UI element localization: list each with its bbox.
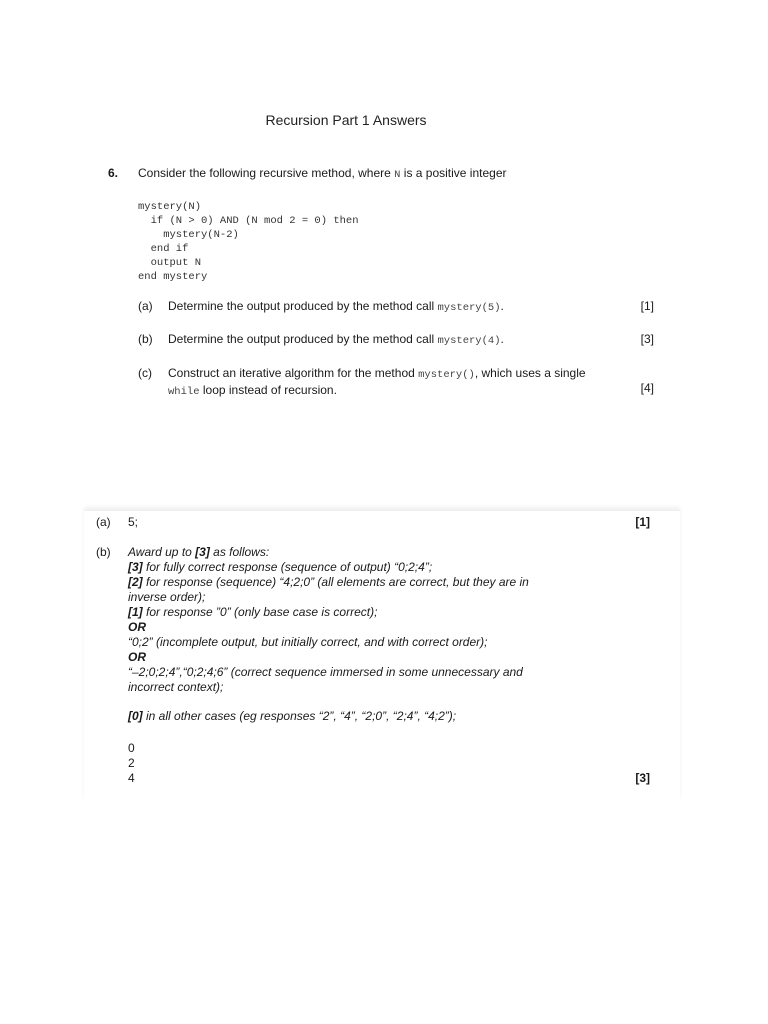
markscheme-panel [84,510,680,801]
text-run: for response ”0” (only base case is correct); [142,605,378,619]
part-letter: (b) [138,332,153,346]
answer-b-letter: (b) [96,545,111,559]
mark-value: [3] [195,545,210,559]
answer-b-line [128,575,608,590]
answer-b-line: inverse order); [128,590,206,604]
text-run: Award up to [128,545,196,559]
part-letter: (c) [138,366,152,380]
sequence-item: 2 [128,756,135,770]
mark-value: [2] [128,575,143,589]
part-text-before: Construct an iterative algorithm for the method [168,366,419,380]
answer-b-line: incorrect context); [128,680,224,694]
part-text [168,299,608,316]
part-text [168,332,608,349]
part-code: mystery() [418,369,475,381]
answer-b-line [128,605,608,620]
answer-b-or [128,620,608,635]
answer-a-text: 5; [128,515,139,529]
question-intro-after: is a positive integer [400,166,507,180]
answer-sequence [128,741,135,786]
or-label: OR [128,650,146,664]
part-text-mid: , which uses a single [474,366,586,380]
answer-a-marks: [1] [635,515,650,529]
sequence-item: 0 [128,741,135,755]
part-marks: [4] [640,381,654,395]
part-marks: [1] [640,299,654,313]
question-intro-var: N [394,169,401,181]
part-marks: [3] [640,332,654,346]
text-run: for fully correct response (sequence of output) “0;2;4”; [142,560,433,574]
mark-value: [0] [128,709,143,723]
answer-b-line [128,560,608,575]
text-run: in all other cases (eg responses “2”, “4”, “2;0”, “2;4”, “4;2”); [142,709,457,723]
question-intro [138,166,507,181]
answer-b-line [128,709,608,724]
answer-a-letter: (a) [96,515,111,529]
part-code: mystery(5) [437,302,501,314]
answer-b-line: “0;2” (incomplete output, but initially correct, and with correct order); [128,635,488,649]
answer-b-body [128,545,608,724]
part-text-before: Determine the output produced by the method call [168,299,438,313]
mark-value: [3] [128,560,143,574]
or-label: OR [128,620,146,634]
text-run: as follows: [209,545,270,559]
part-text-after: . [500,332,504,346]
part-text-after: loop instead of recursion. [199,383,337,397]
pseudocode-block: mystery(N) if (N > 0) AND (N mod 2 = 0) then mystery(N-2) end if output N end mystery [138,201,359,283]
spacer [128,695,608,709]
text-run: for response (sequence) “4;2;0” (all elements are correct, but they are in [142,575,529,589]
part-code: mystery(4) [437,335,501,347]
page-title: Recursion Part 1 Answers [265,112,427,128]
answer-b-or [128,650,608,665]
part-text-after: . [500,299,504,313]
mark-value: [1] [128,605,143,619]
question-number: 6. [108,166,119,180]
part-code-2: while [168,386,200,398]
part-text [168,366,608,400]
sequence-item: 4 [128,771,135,785]
answer-b-line: “–2;0;2;4”,“0;2;4;6” (correct sequence immersed in some unnecessary and [128,665,523,679]
question-intro-before: Consider the following recursive method, where [138,166,395,180]
answer-b-marks: [3] [635,771,650,785]
part-letter: (a) [138,299,153,313]
answer-b-line [128,545,608,560]
part-text-before: Determine the output produced by the method call [168,332,438,346]
